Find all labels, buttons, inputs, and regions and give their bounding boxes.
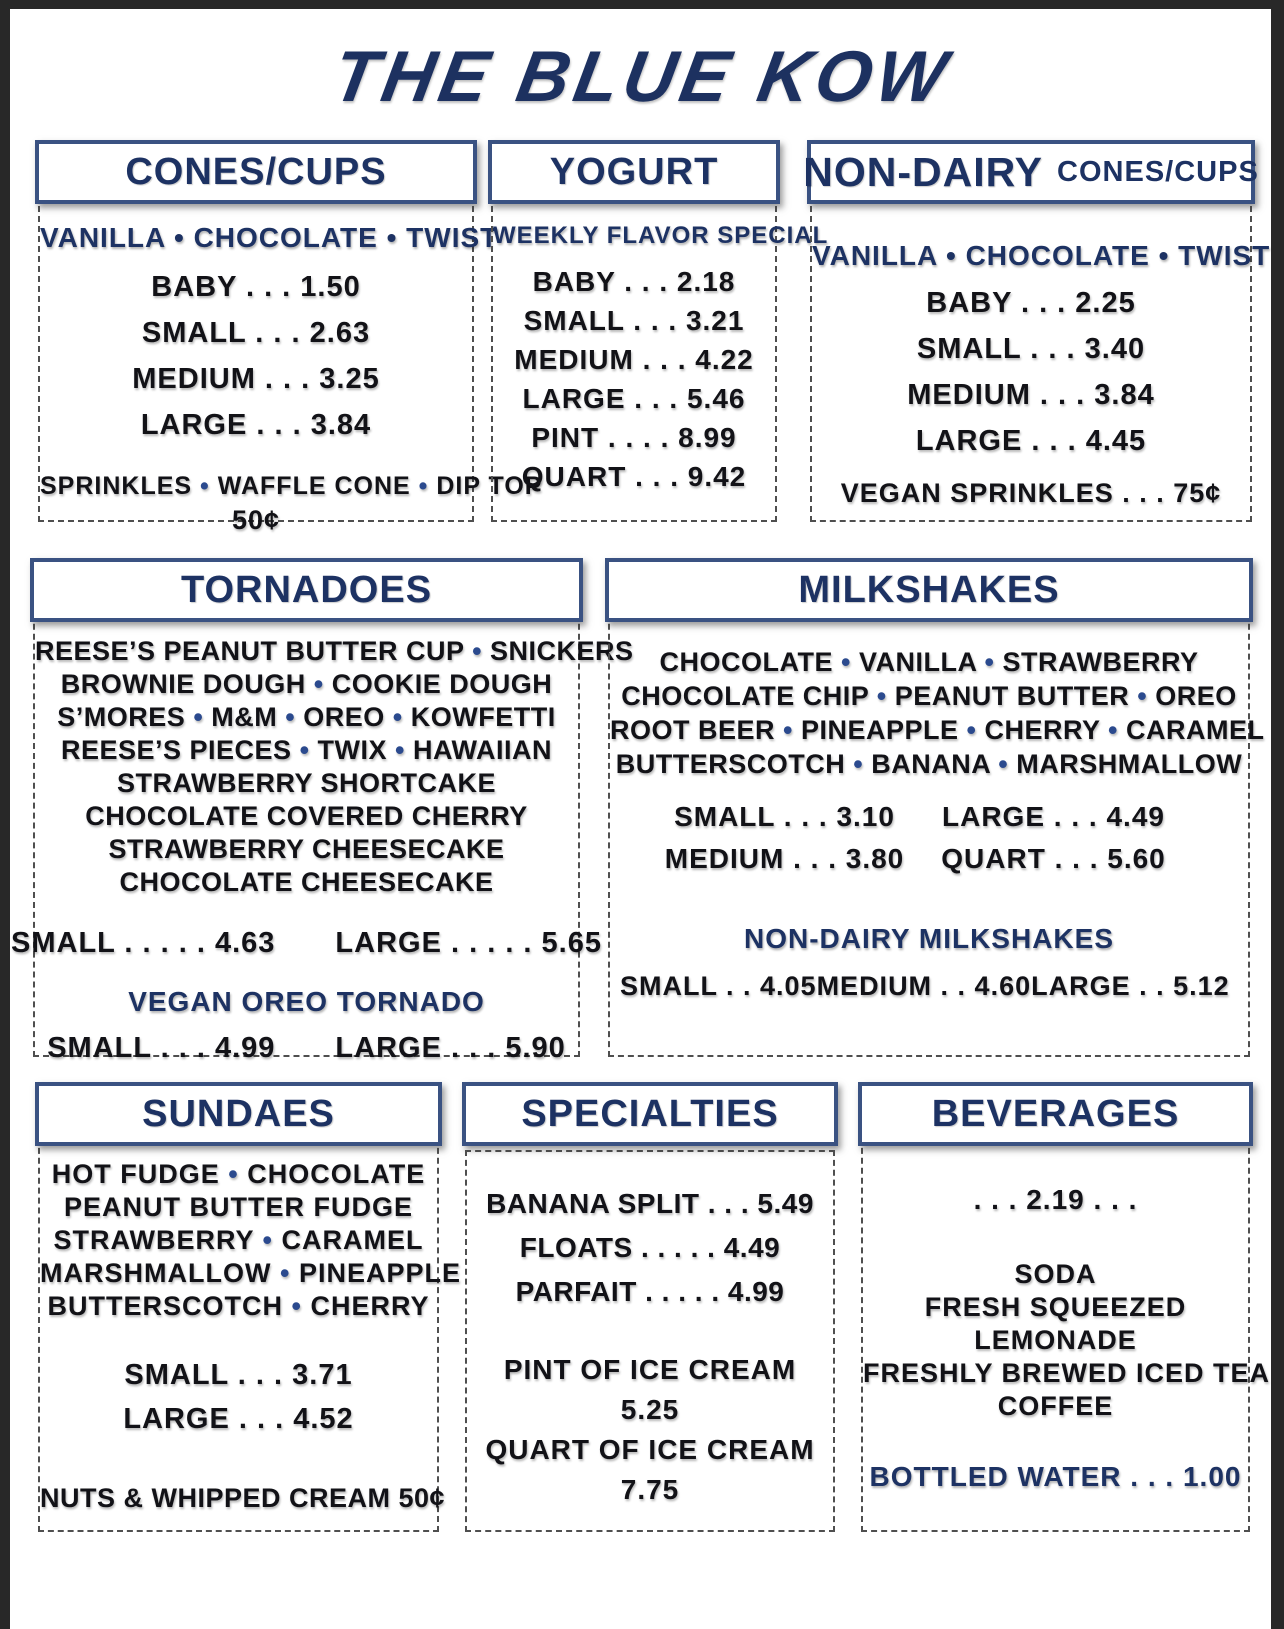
section-title-cones-cups: CONES/CUPS <box>125 150 387 193</box>
beverage-item: LEMONADE <box>974 1325 1137 1355</box>
price-line: LARGE . . . . . 5.65 <box>335 927 602 959</box>
section-body-tornadoes <box>11 594 634 1064</box>
section-title-sundaes: SUNDAES <box>142 1092 335 1135</box>
flavor-line: STRAWBERRY • CARAMEL <box>53 1225 424 1255</box>
price-line: LARGE . . . 5.46 <box>522 383 746 414</box>
section-title-beverages: BEVERAGES <box>931 1092 1180 1135</box>
price-line: SMALL . . . 3.21 <box>523 305 745 336</box>
price-line: PARFAIT . . . . . 4.99 <box>515 1276 785 1307</box>
nondairy-size-prices <box>812 280 1250 464</box>
milkshakes-nondairy-price-row <box>610 971 1248 1002</box>
flavor-line: STRAWBERRY SHORTCAKE <box>116 768 497 798</box>
beverage-item: COFFEE <box>997 1391 1114 1421</box>
section-specialties <box>462 1082 838 1532</box>
section-body-yogurt <box>491 176 829 522</box>
milkshakes-size-grid <box>650 801 1188 875</box>
sundaes-flavor-list <box>40 1158 461 1323</box>
specialties-price-list <box>467 1182 833 1314</box>
section-header-nondairy <box>803 140 1259 204</box>
flavor-line: CHOCOLATE • VANILLA • STRAWBERRY <box>659 647 1199 677</box>
price-line: SMALL . . . 3.71 <box>124 1359 353 1391</box>
flavor-line: CHOCOLATE CHEESECAKE <box>119 867 494 897</box>
specialties-quart-label: QUART OF ICE CREAM <box>485 1434 815 1465</box>
price-line: FLOATS . . . . . 4.49 <box>519 1232 781 1263</box>
scan-edge-top <box>0 0 1284 9</box>
flavor-line: REESE’S PIECES • TWIX • HAWAIIAN <box>60 735 553 765</box>
price-line: LARGE . . . 4.49 <box>942 801 1165 832</box>
sundaes-footer-price: NUTS & WHIPPED CREAM 50¢ <box>40 1483 446 1513</box>
milkshakes-flavor-list <box>610 645 1265 781</box>
price-line: MEDIUM . . 4.60 <box>816 971 1032 1001</box>
section-header-tornadoes <box>30 558 583 622</box>
flavor-line: REESE’S PEANUT BUTTER CUP • SNICKERS <box>35 636 634 666</box>
section-title-milkshakes: MILKSHAKES <box>798 568 1060 611</box>
cones-flavors-line: VANILLA • CHOCOLATE • TWIST <box>40 222 499 253</box>
price-line: QUART . . . 5.60 <box>941 843 1166 874</box>
price-line: BABY . . . 2.18 <box>532 266 736 297</box>
section-header-sundaes <box>35 1082 442 1146</box>
section-title-nondairy-main: NON-DAIRY <box>803 148 1044 195</box>
section-header-specialties <box>462 1082 838 1146</box>
page-title: THE BLUE KOW <box>326 37 958 117</box>
beverages-item-list <box>863 1258 1271 1423</box>
price-line: BABY . . . 1.50 <box>151 271 361 303</box>
price-line: BANANA SPLIT . . . 5.49 <box>486 1188 814 1219</box>
price-line: SMALL . . . 3.40 <box>916 333 1146 365</box>
flavor-line: HOT FUDGE • CHOCOLATE <box>51 1159 426 1189</box>
price-line: LARGE . . . 5.90 <box>335 1032 566 1064</box>
milkshakes-nondairy-title: NON-DAIRY MILKSHAKES <box>743 923 1114 954</box>
section-beverages <box>858 1082 1271 1532</box>
section-body-cones-cups <box>38 176 543 535</box>
beverages-bottled-water-price: BOTTLED WATER . . . 1.00 <box>869 1461 1242 1492</box>
beverage-item: FRESH SQUEEZED <box>924 1292 1187 1322</box>
cones-extras-line: SPRINKLES • WAFFLE CONE • DIP TOP <box>40 472 543 500</box>
flavor-line: BUTTERSCOTCH • BANANA • MARSHMALLOW <box>615 749 1243 779</box>
price-line: SMALL . . 4.05 <box>620 971 817 1001</box>
price-line: SMALL . . . . . 4.63 <box>11 927 276 959</box>
flavor-line: CHOCOLATE CHIP • PEANUT BUTTER • OREO <box>621 681 1237 711</box>
nondairy-flavors-line: VANILLA • CHOCOLATE • TWIST <box>812 240 1271 271</box>
section-body-nondairy <box>810 176 1271 522</box>
specialties-pint-label: PINT OF ICE CREAM <box>503 1354 797 1385</box>
price-line: LARGE . . 5.12 <box>1031 971 1230 1001</box>
price-line: MEDIUM . . . 3.25 <box>132 363 380 395</box>
section-title-specialties: SPECIALTIES <box>521 1092 779 1135</box>
flavor-line: PEANUT BUTTER FUDGE <box>64 1192 413 1222</box>
section-body-milkshakes <box>608 594 1265 1057</box>
section-sundaes <box>35 1082 461 1532</box>
specialties-pint-price: 5.25 <box>620 1394 680 1425</box>
price-line: LARGE . . . 4.52 <box>123 1403 354 1435</box>
price-line: MEDIUM . . . 3.80 <box>664 843 905 874</box>
section-title-tornadoes: TORNADOES <box>180 568 433 611</box>
section-header-yogurt <box>488 140 780 204</box>
yogurt-size-prices <box>493 262 775 496</box>
flavor-line: MARSHMALLOW • PINEAPPLE <box>40 1258 461 1288</box>
price-line: SMALL . . . 3.10 <box>674 801 895 832</box>
section-header-milkshakes <box>605 558 1253 622</box>
section-body-specialties <box>465 1150 835 1532</box>
beverage-item: SODA <box>1014 1259 1097 1289</box>
beverage-item: FRESHLY BREWED ICED TEA <box>863 1358 1271 1388</box>
scan-edge-right <box>1271 0 1284 1629</box>
price-line: PINT . . . . 8.99 <box>531 422 737 453</box>
price-line: LARGE . . . 3.84 <box>140 409 372 441</box>
yogurt-special-line: WEEKLY FLAVOR SPECIAL <box>493 222 829 249</box>
tornadoes-vegan-title: VEGAN OREO TORNADO <box>128 986 485 1017</box>
sundaes-size-prices <box>40 1353 437 1441</box>
scan-edge-left <box>0 0 10 1629</box>
section-title-nondairy-sub: CONES/CUPS <box>1057 155 1259 188</box>
price-line: SMALL . . . 4.99 <box>47 1032 276 1064</box>
flavor-line: STRAWBERRY CHEESECAKE <box>108 834 505 864</box>
price-line: LARGE . . . 4.45 <box>915 425 1147 457</box>
cones-size-prices <box>40 264 472 448</box>
section-header-cones-cups <box>35 140 477 204</box>
flavor-line: ROOT BEER • PINEAPPLE • CHERRY • CARAMEL <box>610 715 1265 745</box>
price-line: MEDIUM . . . 4.22 <box>514 344 754 375</box>
section-body-beverages <box>861 1118 1271 1532</box>
section-cones-cups <box>35 140 543 535</box>
tornadoes-vegan-price-row <box>35 1032 578 1065</box>
beverages-price-line: . . . 2.19 . . . <box>973 1184 1138 1215</box>
flavor-line: BROWNIE DOUGH • COOKIE DOUGH <box>60 669 553 699</box>
section-milkshakes <box>605 558 1265 1057</box>
tornadoes-price-row <box>11 927 602 960</box>
flavor-line: CHOCOLATE COVERED CHERRY <box>85 801 528 831</box>
section-tornadoes <box>11 558 634 1064</box>
cones-extras-price: 50¢ <box>231 505 281 535</box>
section-header-beverages <box>858 1082 1253 1146</box>
flavor-line: BUTTERSCOTCH • CHERRY <box>47 1291 430 1321</box>
section-body-sundaes <box>38 1118 461 1532</box>
nondairy-sprinkles-price: VEGAN SPRINKLES . . . 75¢ <box>840 478 1222 508</box>
specialties-quart-price: 7.75 <box>620 1474 680 1505</box>
section-nondairy-cones-cups <box>803 140 1271 522</box>
price-line: BABY . . . 2.25 <box>926 287 1136 319</box>
price-line: SMALL . . . 2.63 <box>141 317 371 349</box>
section-title-yogurt: YOGURT <box>549 150 719 193</box>
flavor-line: S’MORES • M&M • OREO • KOWFETTI <box>57 702 556 732</box>
section-yogurt <box>488 140 829 522</box>
price-line: QUART . . . 9.42 <box>521 461 747 492</box>
price-line: MEDIUM . . . 3.84 <box>907 379 1155 411</box>
tornadoes-flavor-list <box>35 635 634 899</box>
